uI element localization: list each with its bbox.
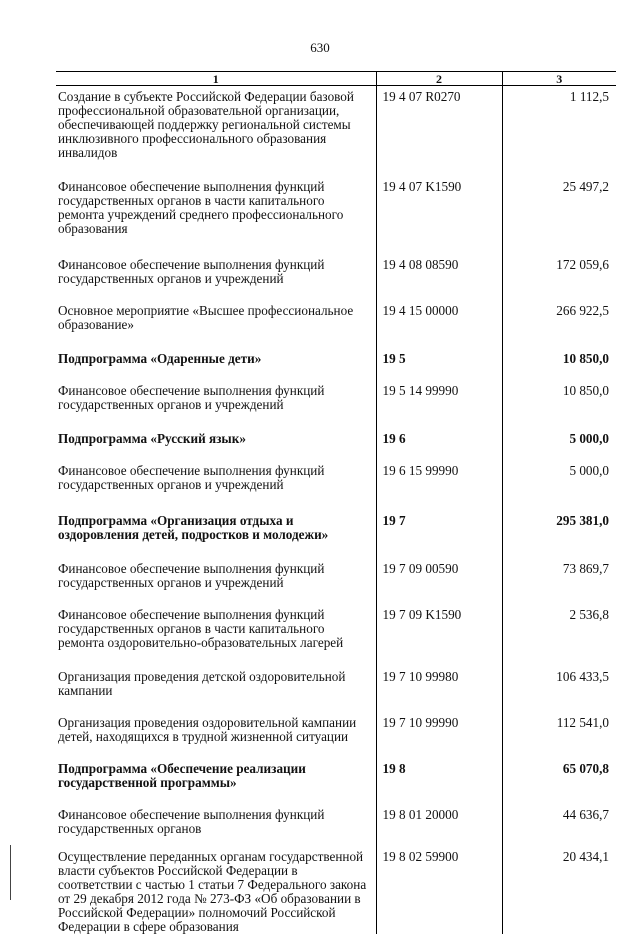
row-amount: 10 850,0 [502, 366, 616, 412]
row-code: 19 7 09 00590 [376, 542, 502, 590]
row-name: Финансовое обеспечение выполнения функций государственных органов и учреждений [56, 446, 376, 492]
budget-table [56, 71, 616, 934]
table-row [56, 698, 616, 744]
row-amount: 172 059,6 [502, 236, 616, 286]
table-row [56, 790, 616, 836]
row-amount: 20 434,1 [502, 836, 616, 934]
table-row [56, 86, 616, 161]
subprogram-row [56, 412, 616, 446]
row-amount: 295 381,0 [502, 492, 616, 542]
row-code: 19 8 01 20000 [376, 790, 502, 836]
column-header-1: 1 [56, 72, 376, 86]
row-code: 19 7 09 K1590 [376, 590, 502, 650]
row-amount: 266 922,5 [502, 286, 616, 332]
subprogram-row [56, 332, 616, 366]
row-name: Финансовое обеспечение выполнения функций государственных органов [56, 790, 376, 836]
row-code: 19 4 07 R0270 [376, 86, 502, 161]
row-code: 19 5 14 99990 [376, 366, 502, 412]
table-row [56, 590, 616, 650]
row-code: 19 4 07 K1590 [376, 160, 502, 236]
row-code: 19 6 [376, 412, 502, 446]
row-name: Подпрограмма «Обеспечение реализации государственной программы» [56, 744, 376, 790]
row-name: Подпрограмма «Русский язык» [56, 412, 376, 446]
margin-mark [10, 845, 11, 900]
row-code: 19 8 [376, 744, 502, 790]
column-header-2: 2 [376, 72, 502, 86]
table-body [56, 86, 616, 934]
row-amount: 5 000,0 [502, 412, 616, 446]
row-amount: 10 850,0 [502, 332, 616, 366]
row-code: 19 4 08 08590 [376, 236, 502, 286]
row-name: Финансовое обеспечение выполнения функций государственных органов и учреждений [56, 542, 376, 590]
table-row [56, 366, 616, 412]
row-name: Организация проведения детской оздоровительной кампании [56, 650, 376, 698]
row-code: 19 5 [376, 332, 502, 366]
row-name: Финансовое обеспечение выполнения функций государственных органов в части капитального ремонта оздоровительно-образовательных лагерей [56, 590, 376, 650]
row-code: 19 7 10 99980 [376, 650, 502, 698]
row-amount: 2 536,8 [502, 590, 616, 650]
page-number: 630 [0, 40, 640, 56]
table-row [56, 286, 616, 332]
row-amount: 25 497,2 [502, 160, 616, 236]
table-row [56, 836, 616, 934]
table-row [56, 446, 616, 492]
row-name: Организация проведения оздоровительной кампании детей, находящихся в трудной жизненной ситуации [56, 698, 376, 744]
row-code: 19 6 15 99990 [376, 446, 502, 492]
table-header-row [56, 72, 616, 86]
row-name: Финансовое обеспечение выполнения функций государственных органов и учреждений [56, 366, 376, 412]
table-row [56, 650, 616, 698]
row-code: 19 7 [376, 492, 502, 542]
table-row [56, 236, 616, 286]
row-name: Подпрограмма «Одаренные дети» [56, 332, 376, 366]
table-row [56, 542, 616, 590]
row-amount: 1 112,5 [502, 86, 616, 161]
subprogram-row [56, 744, 616, 790]
row-amount: 73 869,7 [502, 542, 616, 590]
row-name: Создание в субъекте Российской Федерации базовой профессиональной образовательной организации, обеспечивающей поддержку региональной системы инклюзивного профессионального образования инвалидов [56, 86, 376, 161]
row-name: Основное мероприятие «Высшее профессиональное образование» [56, 286, 376, 332]
row-amount: 112 541,0 [502, 698, 616, 744]
row-name: Финансовое обеспечение выполнения функций государственных органов в части капитального ремонта учреждений среднего профессионального образования [56, 160, 376, 236]
row-amount: 65 070,8 [502, 744, 616, 790]
column-header-3: 3 [502, 72, 616, 86]
row-code: 19 8 02 59900 [376, 836, 502, 934]
subprogram-row [56, 492, 616, 542]
row-code: 19 7 10 99990 [376, 698, 502, 744]
row-amount: 106 433,5 [502, 650, 616, 698]
row-code: 19 4 15 00000 [376, 286, 502, 332]
row-amount: 5 000,0 [502, 446, 616, 492]
row-amount: 44 636,7 [502, 790, 616, 836]
table-row [56, 160, 616, 236]
row-name: Финансовое обеспечение выполнения функций государственных органов и учреждений [56, 236, 376, 286]
row-name: Осуществление переданных органам государственной власти субъектов Российской Федерации в соответствии с частью 1 статьи 7 Федерального закона от 29 декабря 2012 года № 273-ФЗ «Об образовании в Российской Федерации» полномочий Российской Федерации в сфере образования [56, 836, 376, 934]
row-name: Подпрограмма «Организация отдыха и оздоровления детей, подростков и молодежи» [56, 492, 376, 542]
